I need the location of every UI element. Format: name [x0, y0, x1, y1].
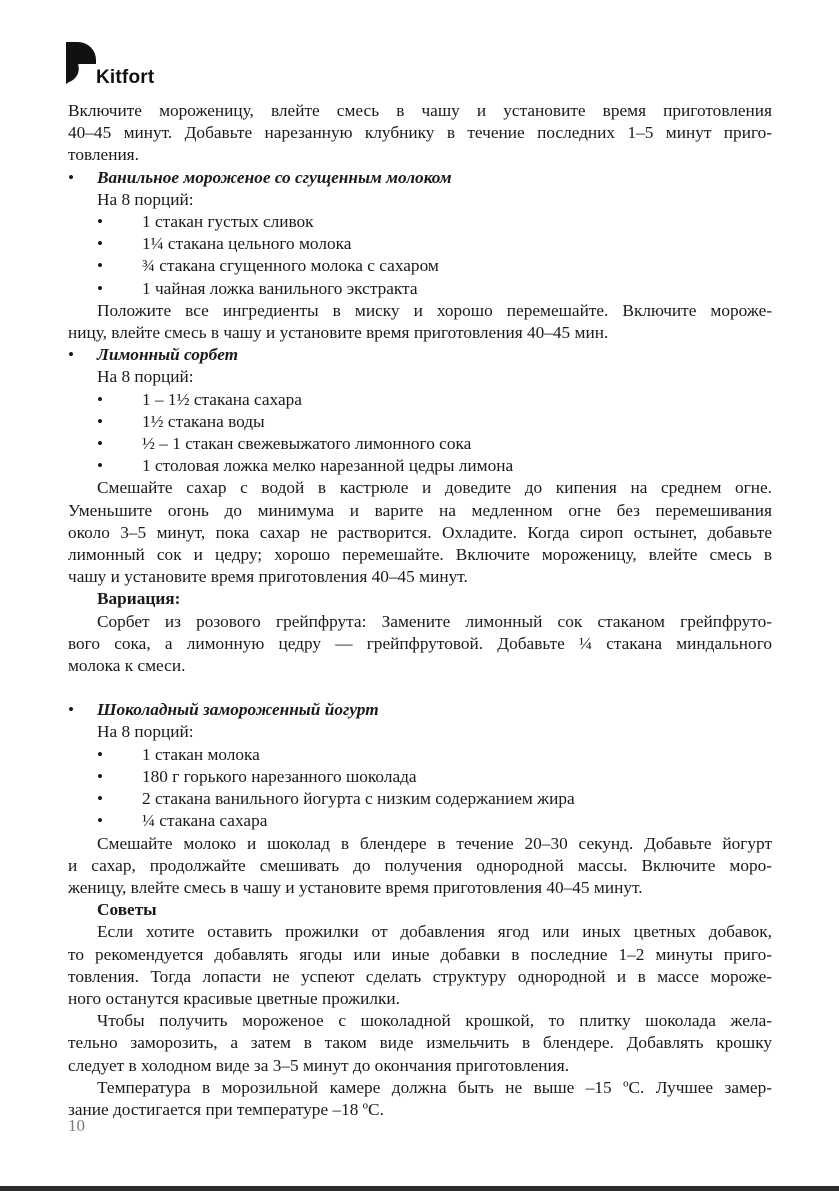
- intro-line: товления.: [68, 145, 139, 165]
- bullet-icon: •: [68, 167, 75, 187]
- method-line: Уменьшите огонь до минимума и варите на медленном огне без перемешивания: [68, 500, 772, 520]
- ingredient-item: [68, 810, 772, 832]
- bullet-icon: •: [97, 744, 104, 764]
- ingredient-text: 180 г горького нарезанного шоколада: [142, 766, 417, 786]
- ingredient-text: 1 столовая ложка мелко нарезанной цедры лимона: [142, 456, 514, 476]
- ingredient-item: [68, 411, 772, 433]
- ingredient-text: ½ – 1 стакан свежевыжатого лимонного сока: [142, 434, 472, 454]
- ingredient-text: 1½ стакана воды: [142, 411, 265, 431]
- tips-line: Если хотите оставить прожилки от добавления ягод или иных цветных добавок,: [97, 922, 772, 942]
- bullet-icon: •: [97, 456, 104, 476]
- ingredient-text: 1 стакан густых сливок: [142, 212, 314, 232]
- ingredient-text: ¼ стакана сахара: [142, 811, 268, 831]
- method-line: и сахар, продолжайте смешивать до получения однородной массы. Включите моро-: [68, 855, 772, 875]
- method-line: около 3–5 минут, пока сахар не растворится. Охладите. Когда сироп остынет, добавьте: [68, 522, 772, 542]
- bullet-icon: •: [97, 411, 104, 431]
- recipe-title-text: Ванильное мороженое со сгущенным молоком: [97, 167, 452, 187]
- ingredient-item: [68, 278, 772, 300]
- recipe-title-vanilla: [68, 167, 772, 189]
- tips-line: следует в холодном виде за 3–5 минут до окончания приготовления.: [68, 1055, 570, 1075]
- bullet-icon: •: [97, 811, 104, 831]
- tips-line: зание достигается при температуре –18 ºС.: [68, 1099, 384, 1119]
- intro-line: Включите мороженицу, влейте смесь в чашу и установите время приготовления: [68, 101, 772, 120]
- method-line: Смешайте молоко и шоколад в блендере в течение 20–30 секунд. Добавьте йогурт: [97, 833, 772, 853]
- ingredient-text: 1¼ стакана цельного молока: [142, 234, 352, 254]
- recipe-title-text: Лимонный сорбет: [97, 345, 239, 365]
- method-line: Положите все ингредиенты в миску и хорошо перемешайте. Включите мороже-: [97, 300, 772, 320]
- ingredient-item: [68, 255, 772, 277]
- tips-heading: Советы: [97, 900, 157, 920]
- method-line: лимонный сок и цедру; хорошо перемешайте. Включите мороженицу, влейте смесь в: [68, 545, 772, 565]
- ingredient-item: [68, 455, 772, 477]
- page-content: [68, 100, 772, 1121]
- ingredient-item: [68, 766, 772, 788]
- bullet-icon: •: [68, 700, 75, 720]
- bullet-icon: •: [97, 234, 104, 254]
- servings: На 8 порций:: [97, 722, 194, 742]
- bullet-icon: •: [97, 434, 104, 454]
- ingredient-text: 1 чайная ложка ванильного экстракта: [142, 278, 418, 298]
- method-line: Смешайте сахар с водой в кастрюле и доведите до кипения на среднем огне.: [97, 478, 772, 498]
- bullet-icon: •: [97, 278, 104, 298]
- intro-line: 40–45 минут. Добавьте нарезанную клубнику в течение последних 1–5 минут приго-: [68, 123, 772, 143]
- method-line: чашу и установите время приготовления 40–45 минут.: [68, 567, 468, 587]
- ingredient-item: [68, 233, 772, 255]
- ingredient-item: [68, 788, 772, 810]
- ingredient-item: [68, 211, 772, 233]
- bullet-icon: •: [97, 789, 104, 809]
- kitfort-logo-icon: [66, 42, 96, 84]
- ingredient-item: [68, 433, 772, 455]
- method-line: женицу, влейте смесь в чашу и установите время приготовления 40–45 минут.: [68, 877, 643, 897]
- tips-line: Температура в морозильной камере должна быть не выше –15 ºС. Лучшее замер-: [97, 1077, 772, 1097]
- ingredient-text: ¾ стакана сгущенного молока с сахаром: [142, 256, 439, 276]
- bullet-icon: •: [97, 256, 104, 276]
- bullet-icon: •: [97, 766, 104, 786]
- ingredient-item: [68, 389, 772, 411]
- brand-name: Kitfort: [96, 67, 155, 88]
- ingredient-text: 1 – 1½ стакана сахара: [142, 389, 302, 409]
- tips-line: товления. Тогда лопасти не успеют сделать структуру однородной и в массе мороже-: [68, 966, 772, 986]
- bottom-edge-rule: [0, 1186, 839, 1191]
- method-line: ницу, влейте смесь в чашу и установите время приготовления 40–45 мин.: [68, 323, 609, 343]
- servings: На 8 порций:: [97, 189, 194, 209]
- recipe-title-chocolate: [68, 699, 772, 721]
- variation-line: вого сока, а лимонную цедру — грейпфрутовой. Добавьте ¼ стакана миндального: [68, 633, 772, 653]
- variation-heading: Вариация:: [97, 589, 181, 609]
- bullet-icon: •: [68, 345, 75, 365]
- bullet-icon: •: [97, 212, 104, 232]
- ingredient-item: [68, 744, 772, 766]
- tips-line: тельно заморозить, а затем в таком виде измельчить в блендере. Добавлять крошку: [68, 1033, 772, 1053]
- variation-line: молока к смеси.: [68, 656, 186, 676]
- ingredient-text: 1 стакан молока: [142, 744, 260, 764]
- page-number: 10: [68, 1116, 85, 1135]
- tips-line: то рекомендуется добавлять ягоды или иные добавки в последние 1–2 минуты приго-: [68, 944, 772, 964]
- ingredient-text: 2 стакана ванильного йогурта с низким содержанием жира: [142, 789, 575, 809]
- section-spacer: [68, 677, 772, 699]
- bullet-icon: •: [97, 389, 104, 409]
- servings: На 8 порций:: [97, 367, 194, 387]
- tips-line: ного останутся красивые цветные прожилки.: [68, 988, 400, 1008]
- recipe-title-text: Шоколадный замороженный йогурт: [97, 700, 379, 720]
- variation-line: Сорбет из розового грейпфрута: Замените лимонный сок стаканом грейпфруто-: [97, 611, 772, 631]
- tips-line: Чтобы получить мороженое с шоколадной крошкой, то плитку шоколада жела-: [97, 1011, 772, 1031]
- recipe-title-lemon: [68, 344, 772, 366]
